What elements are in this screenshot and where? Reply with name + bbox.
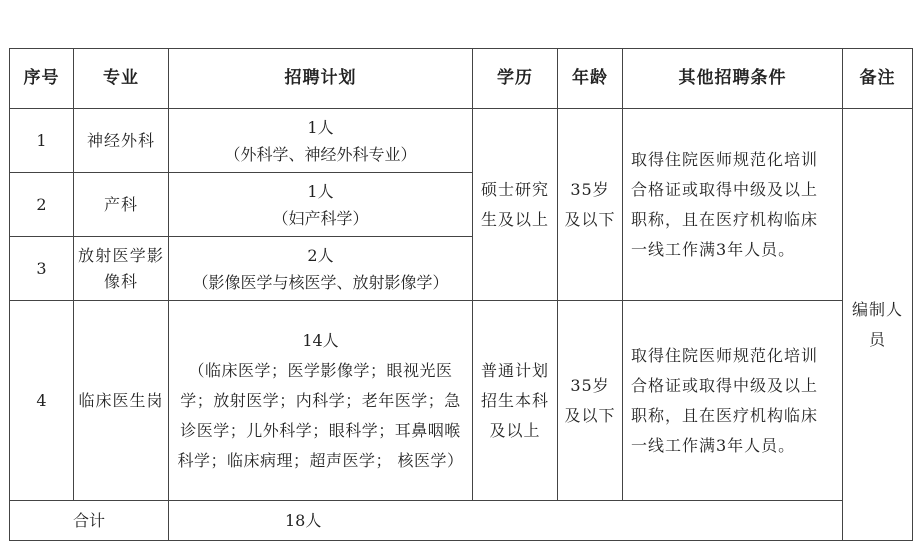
total-count-cell [169,501,843,541]
table-row [10,301,913,501]
age-text: 35岁及以下 [564,375,616,425]
header-education: 学历 [473,49,558,109]
header-conditions: 其他招聘条件 [623,49,843,109]
remark-text: 编制人员 [851,299,903,349]
table-row [10,109,913,173]
plan-detail: （妇产科学） [272,208,369,228]
header-specialty: 专业 [74,49,169,109]
header-row [10,49,913,109]
plan-count: 1人 [307,181,334,201]
age-cell-group2 [558,301,623,501]
plan-detail: （影像医学与核医学、放射影像学） [192,272,449,292]
education-text: 硕士研究生及以上 [480,179,549,229]
age-text: 35岁及以下 [564,179,616,229]
conditions-cell-group2: 取得住院医师规范化培训合格证或取得中级及以上职称，且在医疗机构临床一线工作满3年人员。 [623,301,843,501]
row-no: 3 [10,237,74,301]
total-label: 合计 [10,501,169,541]
recruitment-table [9,48,913,541]
row-no: 4 [10,301,74,501]
row-plan [169,109,473,173]
header-remark: 备注 [843,49,913,109]
row-specialty [74,237,169,301]
specialty-text: 放射医学影像科 [78,245,164,291]
total-row [10,501,913,541]
plan-detail: （外科学、神经外科专业） [224,144,417,164]
row-plan [169,173,473,237]
plan-detail: （临床医学；医学影像学；眼视光医学；放射医学；内科学；老年医学；急诊医学；儿外科学；眼科学；耳鼻咽喉科学；临床病理；超声医学； 核医学） [177,360,464,470]
remark-cell [843,109,913,541]
row-specialty [74,109,169,173]
header-no: 序号 [10,49,74,109]
header-plan: 招聘计划 [169,49,473,109]
specialty-text: 神经外科 [86,130,155,150]
total-count: 18人 [285,511,322,530]
row-specialty [74,173,169,237]
specialty-text: 产科 [103,194,138,214]
education-text: 普通计划招生本科及以上 [480,360,549,440]
row-plan [169,301,473,501]
plan-count: 14人 [302,330,339,350]
row-specialty [74,301,169,501]
row-plan [169,237,473,301]
plan-count: 2人 [307,245,334,265]
plan-count: 1人 [307,117,334,137]
education-cell-group2 [473,301,558,501]
conditions-cell-group1: 取得住院医师规范化培训合格证或取得中级及以上职称，且在医疗机构临床一线工作满3年人员。 [623,109,843,301]
row-no: 2 [10,173,74,237]
header-age: 年龄 [558,49,623,109]
specialty-text: 临床医生岗 [78,390,164,410]
education-cell-group1 [473,109,558,301]
age-cell-group1 [558,109,623,301]
row-no: 1 [10,109,74,173]
